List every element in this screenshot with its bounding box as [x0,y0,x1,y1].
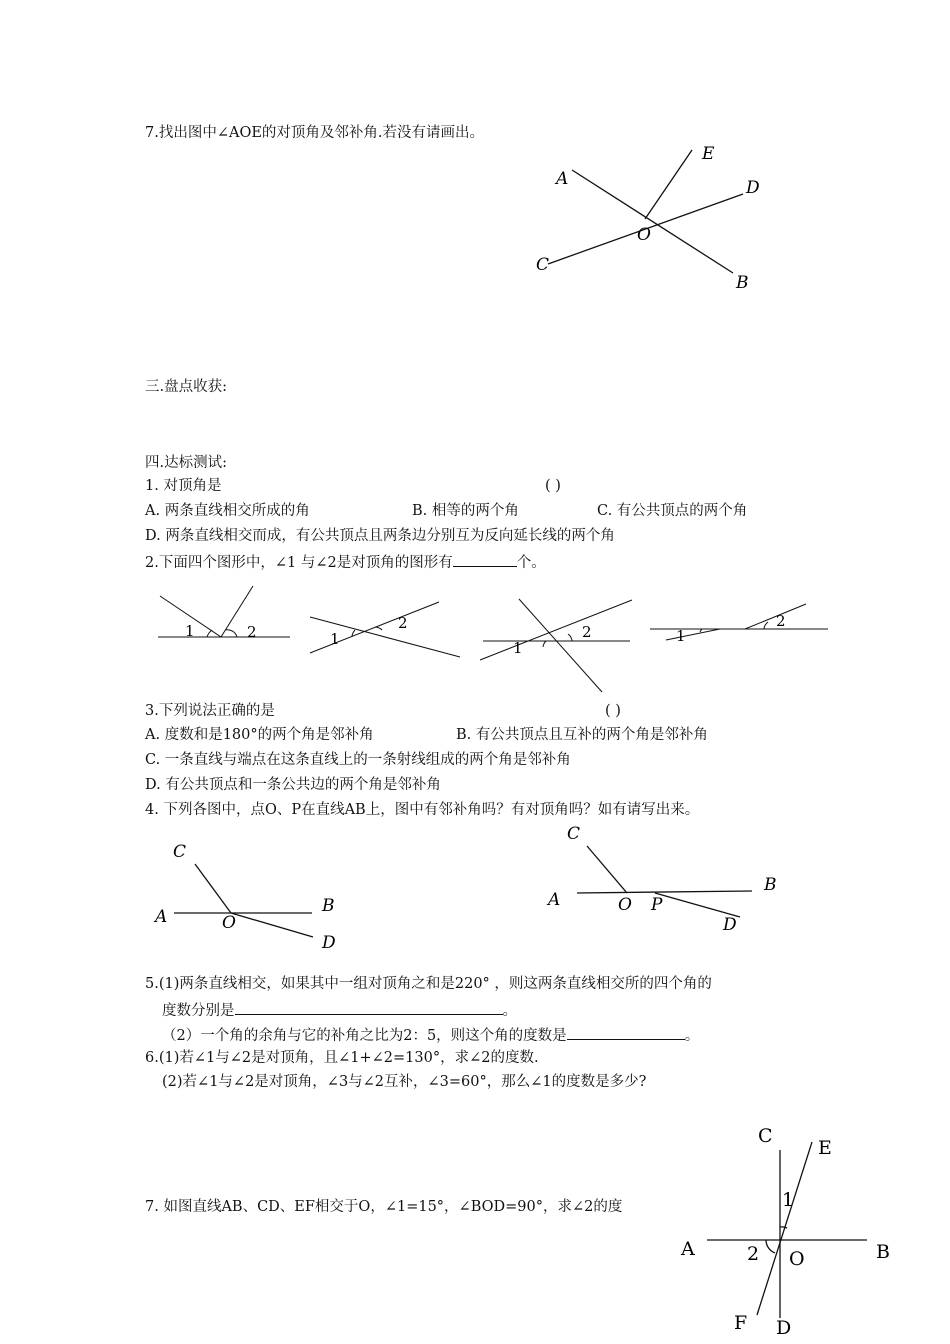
line-ab [572,170,733,273]
test-6-line-1: 6.(1)若∠1与∠2是对顶角，且∠1+∠2=130°，求∠2的度数. [145,1050,539,1066]
test-4-stem: 4. 下列各图中，点O、P在直线AB上，图中有邻补角吗？有对顶角吗？如有请写出来。 [145,802,700,818]
fig4r-label-o: O [618,895,632,915]
fig7b-label-a: A [681,1238,695,1260]
label-c: C [536,255,550,275]
test-5-line-2-text: 度数分别是 [162,1003,235,1019]
ray-oe [645,150,692,219]
test-3-option-b: B. 有公共顶点且互补的两个角是邻补角 [456,727,708,743]
label-b: B [736,273,749,293]
test-3-stem: 3.下列说法正确的是 [145,703,275,719]
test-5-line-3-text: （2）一个角的余角与它的补角之比为2：5，则这个角的度数是 [162,1028,567,1044]
label-e: E [702,144,715,164]
fig4l-label-o: O [222,913,236,933]
test-6-line-2: (2)若∠1与∠2是对顶角，∠3与∠2互补，∠3=60°，那么∠1的度数是多少? [162,1074,647,1090]
fig2d-label-2: 2 [776,612,786,630]
test-1-answer-paren: ( ) [545,478,561,494]
fig4r-label-p: P [651,895,663,915]
line-cd [548,194,743,264]
fig2a-label-2: 2 [247,623,257,641]
fig7b-label-1: 1 [782,1189,795,1211]
test-3-answer-paren: ( ) [605,703,621,719]
fig7b-label-c: C [758,1125,773,1147]
fig2c-label-2: 2 [582,623,592,641]
fig2a-label-1: 1 [185,622,195,640]
test-2-blank[interactable] [453,552,517,567]
label-o: O [637,225,651,245]
test-2-stem-text: 2.下面四个图形中，∠1 与∠2是对顶角的图形有 [145,555,453,571]
label-d: D [746,178,760,198]
section-3-title: 三.盘点收获: [145,379,227,395]
fig4r-label-c: C [567,824,581,844]
fig2c-label-1: 1 [513,639,523,657]
test-3-option-d: D. 有公共顶点和一条公共边的两个角是邻补角 [145,777,441,793]
fig2b-label-2: 2 [398,614,408,632]
fig2b-label-1: 1 [330,630,340,648]
label-a: A [556,169,569,189]
fig4l-label-b: B [322,896,335,916]
fig4r-label-d: D [723,915,737,935]
test-1-stem: 1. 对顶角是 [145,478,222,494]
fig4l-label-a: A [155,907,168,927]
fig2d-label-1: 1 [676,627,686,645]
question-7-top: 7.找出图中∠AOE的对顶角及邻补角.若没有请画出。 [145,125,485,141]
test-7-stem: 7. 如图直线AB、CD、EF相交于O，∠1=15°，∠BOD=90°，求∠2的度 [145,1199,623,1215]
fig7b-label-2: 2 [747,1243,760,1265]
test-2-stem-end: 个。 [516,555,546,571]
test-1-option-c: C. 有公共顶点的两个角 [597,503,748,519]
fig7b-label-o: O [789,1248,805,1270]
test-5-blank-1[interactable] [235,1000,503,1015]
fig7b-label-e: E [818,1137,832,1159]
fig7b-label-b: B [876,1241,890,1263]
fig7b-label-d: D [776,1317,792,1339]
test-3-option-c: C. 一条直线与端点在这条直线上的一条射线组成的两个角是邻补角 [145,752,571,768]
section-4-title: 四.达标测试: [145,455,227,471]
test-3-option-a: A. 度数和是180°的两个角是邻补角 [145,727,374,743]
test-1-option-a: A. 两条直线相交所成的角 [145,503,310,519]
test-5-line-3 [162,1025,699,1045]
test-1-option-b: B. 相等的两个角 [412,503,519,519]
fig4l-label-c: C [173,842,187,862]
test-5-blank-2[interactable] [567,1025,685,1040]
line-ef [757,1142,812,1315]
test-2-stem [145,552,546,572]
test-5-line-3-end: 。 [684,1028,700,1044]
fig4r-label-b: B [764,875,777,895]
test-1-option-d: D. 两条直线相交而成，有公共顶点且两条边分别互为反向延长线的两个角 [145,528,615,544]
test-5-line-2-end: 。 [502,1003,517,1019]
test-5-line-2 [162,1000,517,1020]
fig4l-label-d: D [322,933,336,953]
test-5-line-1: 5.(1)两条直线相交，如果其中一组对顶角之和是220° ，则这两条直线相交所的四个角的 [145,976,712,992]
fig4r-label-a: A [548,890,561,910]
fig7b-label-f: F [734,1312,748,1334]
